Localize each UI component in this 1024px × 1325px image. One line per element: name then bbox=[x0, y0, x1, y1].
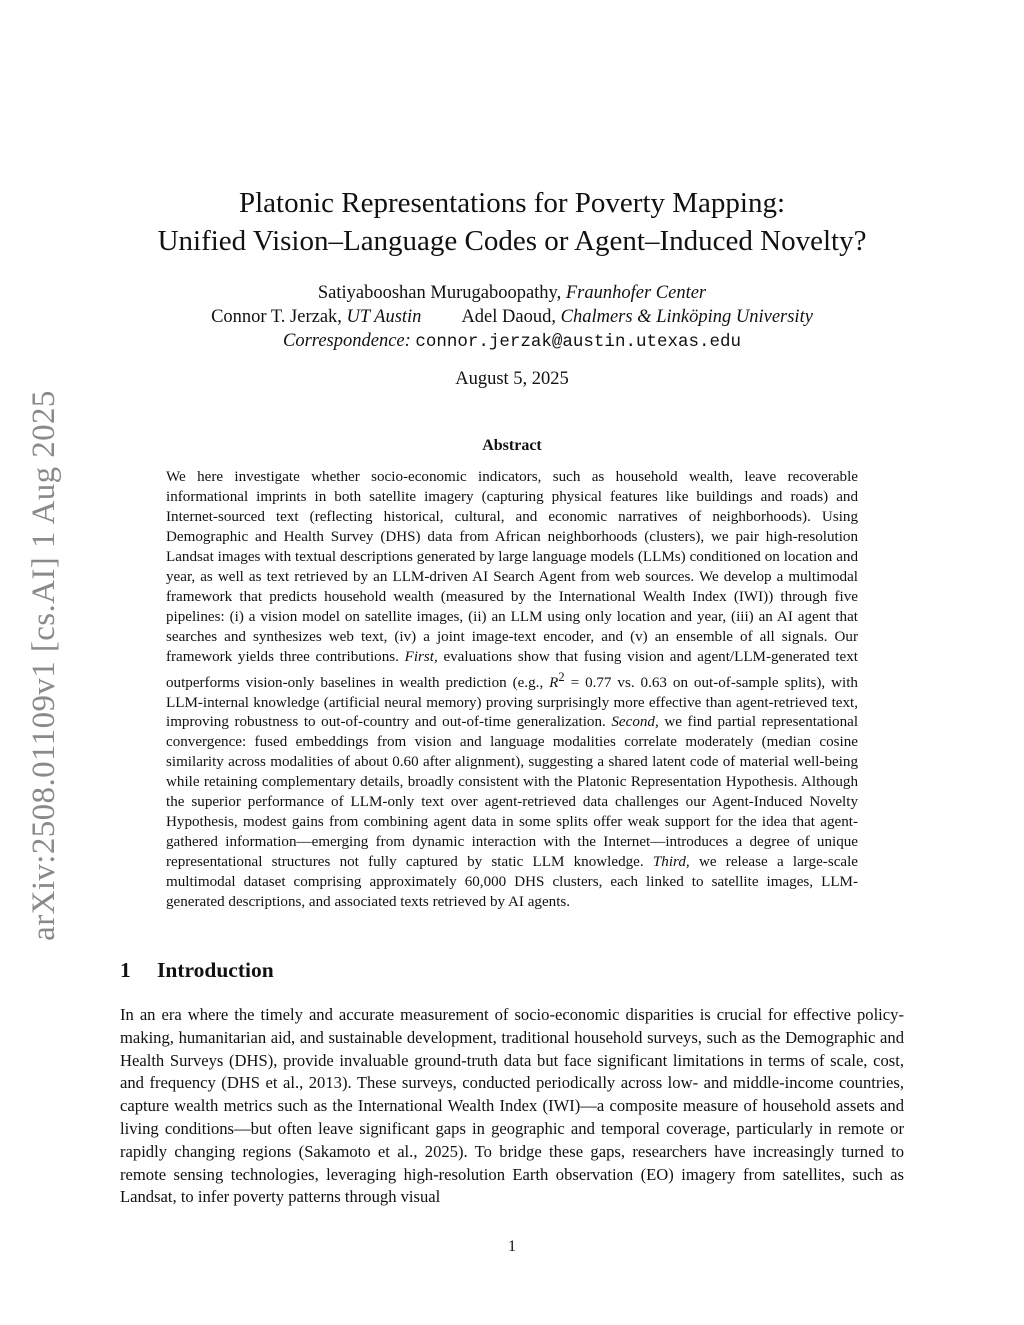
third-label: Third, bbox=[652, 854, 690, 871]
introduction-text: In an era where the timely and accurate measurement of socio-economic disparities is crucial for effective policy-making, humanitarian aid, and sustainable development, traditional household surveys, such as the Demographic and Health Surveys (DHS), provide invaluable ground-truth data but face significant limitations in terms of scale, cost, and frequency (DHS et al., 2013). These surveys, conducted periodically across low- and middle-income countries, capture wealth metrics such as the International Wealth Index (IWI)—a composite measure of household assets and living conditions—but often leave significant gaps in geographic and temporal coverage, particularly in remote or rapidly changing regions (Sakamoto et al., 2025). To bridge these gaps, researchers have increasingly turned to remote sensing technologies, leveraging high-resolution Earth observation (EO) imagery from satellites, such as Landsat, to infer poverty patterns through visual bbox=[120, 1005, 904, 1207]
author-affiliation: UT Austin bbox=[346, 307, 422, 327]
abstract-heading: Abstract bbox=[482, 437, 542, 454]
section-title: Introduction bbox=[157, 958, 274, 982]
r-squared-baseline: 0.63 bbox=[640, 674, 667, 691]
author-line-2 bbox=[100, 305, 924, 329]
first-label: First, bbox=[404, 648, 438, 665]
section-heading-introduction bbox=[120, 958, 274, 983]
title-line-2: Unified Vision–Language Codes or Agent–Induced Novelty? bbox=[157, 225, 867, 257]
author-line-1 bbox=[100, 281, 924, 305]
author-name: Adel Daoud, bbox=[461, 307, 556, 327]
abstract-part-3: we find partial representational convergence: fused embeddings from vision and language modalities correlate moderately (median cosine similarity across modalities of about 0.60 after alignment), suggesting a shared latent code of material well-being while retaining complementary details, broadly consistent with the Platonic Representation Hypothesis. Although the superior performance of LLM-only text over agent-retrieved data challenges our Agent-Induced Novelty Hypothesis, modest gains from combining agent data in some splits offer weak support for the idea that agent-gathered information—emerging from dynamic interaction with the Internet—introduces a degree of unique representational structures not fully captured by static LLM knowledge. bbox=[166, 714, 859, 871]
r-squared-value: = 0.77 bbox=[564, 674, 612, 691]
r-squared-exponent: 2 bbox=[558, 669, 565, 684]
author-affiliation: Chalmers & Linköping University bbox=[560, 307, 813, 327]
abstract-part-4: we release a large-scale multimodal dataset comprising approximately 60,000 DHS clusters, each linked to satellite images, LLM-generated descriptions, and associated texts retrieved by AI agents. bbox=[166, 854, 858, 911]
author-name: Connor T. Jerzak, bbox=[211, 307, 342, 327]
arxiv-identifier: arXiv:2508.01109v1 [cs.AI] 1 Aug 2025 bbox=[25, 389, 62, 941]
second-label: Second, bbox=[611, 714, 659, 731]
author-name: Satiyabooshan Murugaboopathy, bbox=[317, 283, 562, 303]
r-squared-symbol: R bbox=[549, 674, 559, 691]
section-number: 1 bbox=[120, 958, 131, 982]
correspondence-label: Correspondence: bbox=[283, 331, 411, 351]
abstract-part-1: We here investigate whether socio-economic indicators, such as household wealth, leave recoverable informational imprints in both satellite imagery (capturing physical features like buildings and roads) and Internet-sourced text (reflecting historical, cultural, and economic narratives of neighborhoods). Using Demographic and Health Survey (DHS) data from African neighborhoods (clusters), we pair high-resolution Landsat images with textual descriptions generated by large language models (LLMs) conditioned on location and year, as well as text retrieved by an LLM-driven AI Search Agent from web sources. We develop a multimodal framework that predicts household wealth (measured by the International Wealth Index (IWI)) through five pipelines: (i) a vision model on satellite images, (ii) an LLM using only location and year, (iii) an AI agent that searches and synthesizes web text, (iv) a joint image-text encoder, and (v) an ensemble of all signals. Our framework yields three contributions. bbox=[166, 469, 858, 665]
paper-title bbox=[100, 184, 924, 260]
abstract-part-2b: on out-of-sample splits), with LLM-internal knowledge (artificial neural memory) proving surprisingly more effective than agent-retrieved text, improving robustness to out-of-country and out-of-time generalization. bbox=[166, 674, 858, 731]
author-affiliation: Fraunhofer Center bbox=[565, 283, 707, 303]
correspondence-email[interactable]: connor.jerzak@austin.utexas.edu bbox=[415, 332, 741, 352]
abstract-text bbox=[166, 468, 858, 913]
correspondence-line bbox=[100, 329, 924, 354]
abstract-part-2a: evaluations show that fusing vision and agent/LLM-generated text outperforms vision-only baselines in wealth prediction (e.g., bbox=[166, 648, 858, 691]
page-number: 1 bbox=[508, 1238, 516, 1255]
author-block bbox=[100, 281, 924, 354]
r-squared-vs: vs. bbox=[611, 674, 641, 691]
publication-date: August 5, 2025 bbox=[455, 369, 569, 389]
arxiv-sidebar bbox=[20, 380, 68, 950]
title-line-1: Platonic Representations for Poverty Mapping: bbox=[238, 187, 786, 219]
